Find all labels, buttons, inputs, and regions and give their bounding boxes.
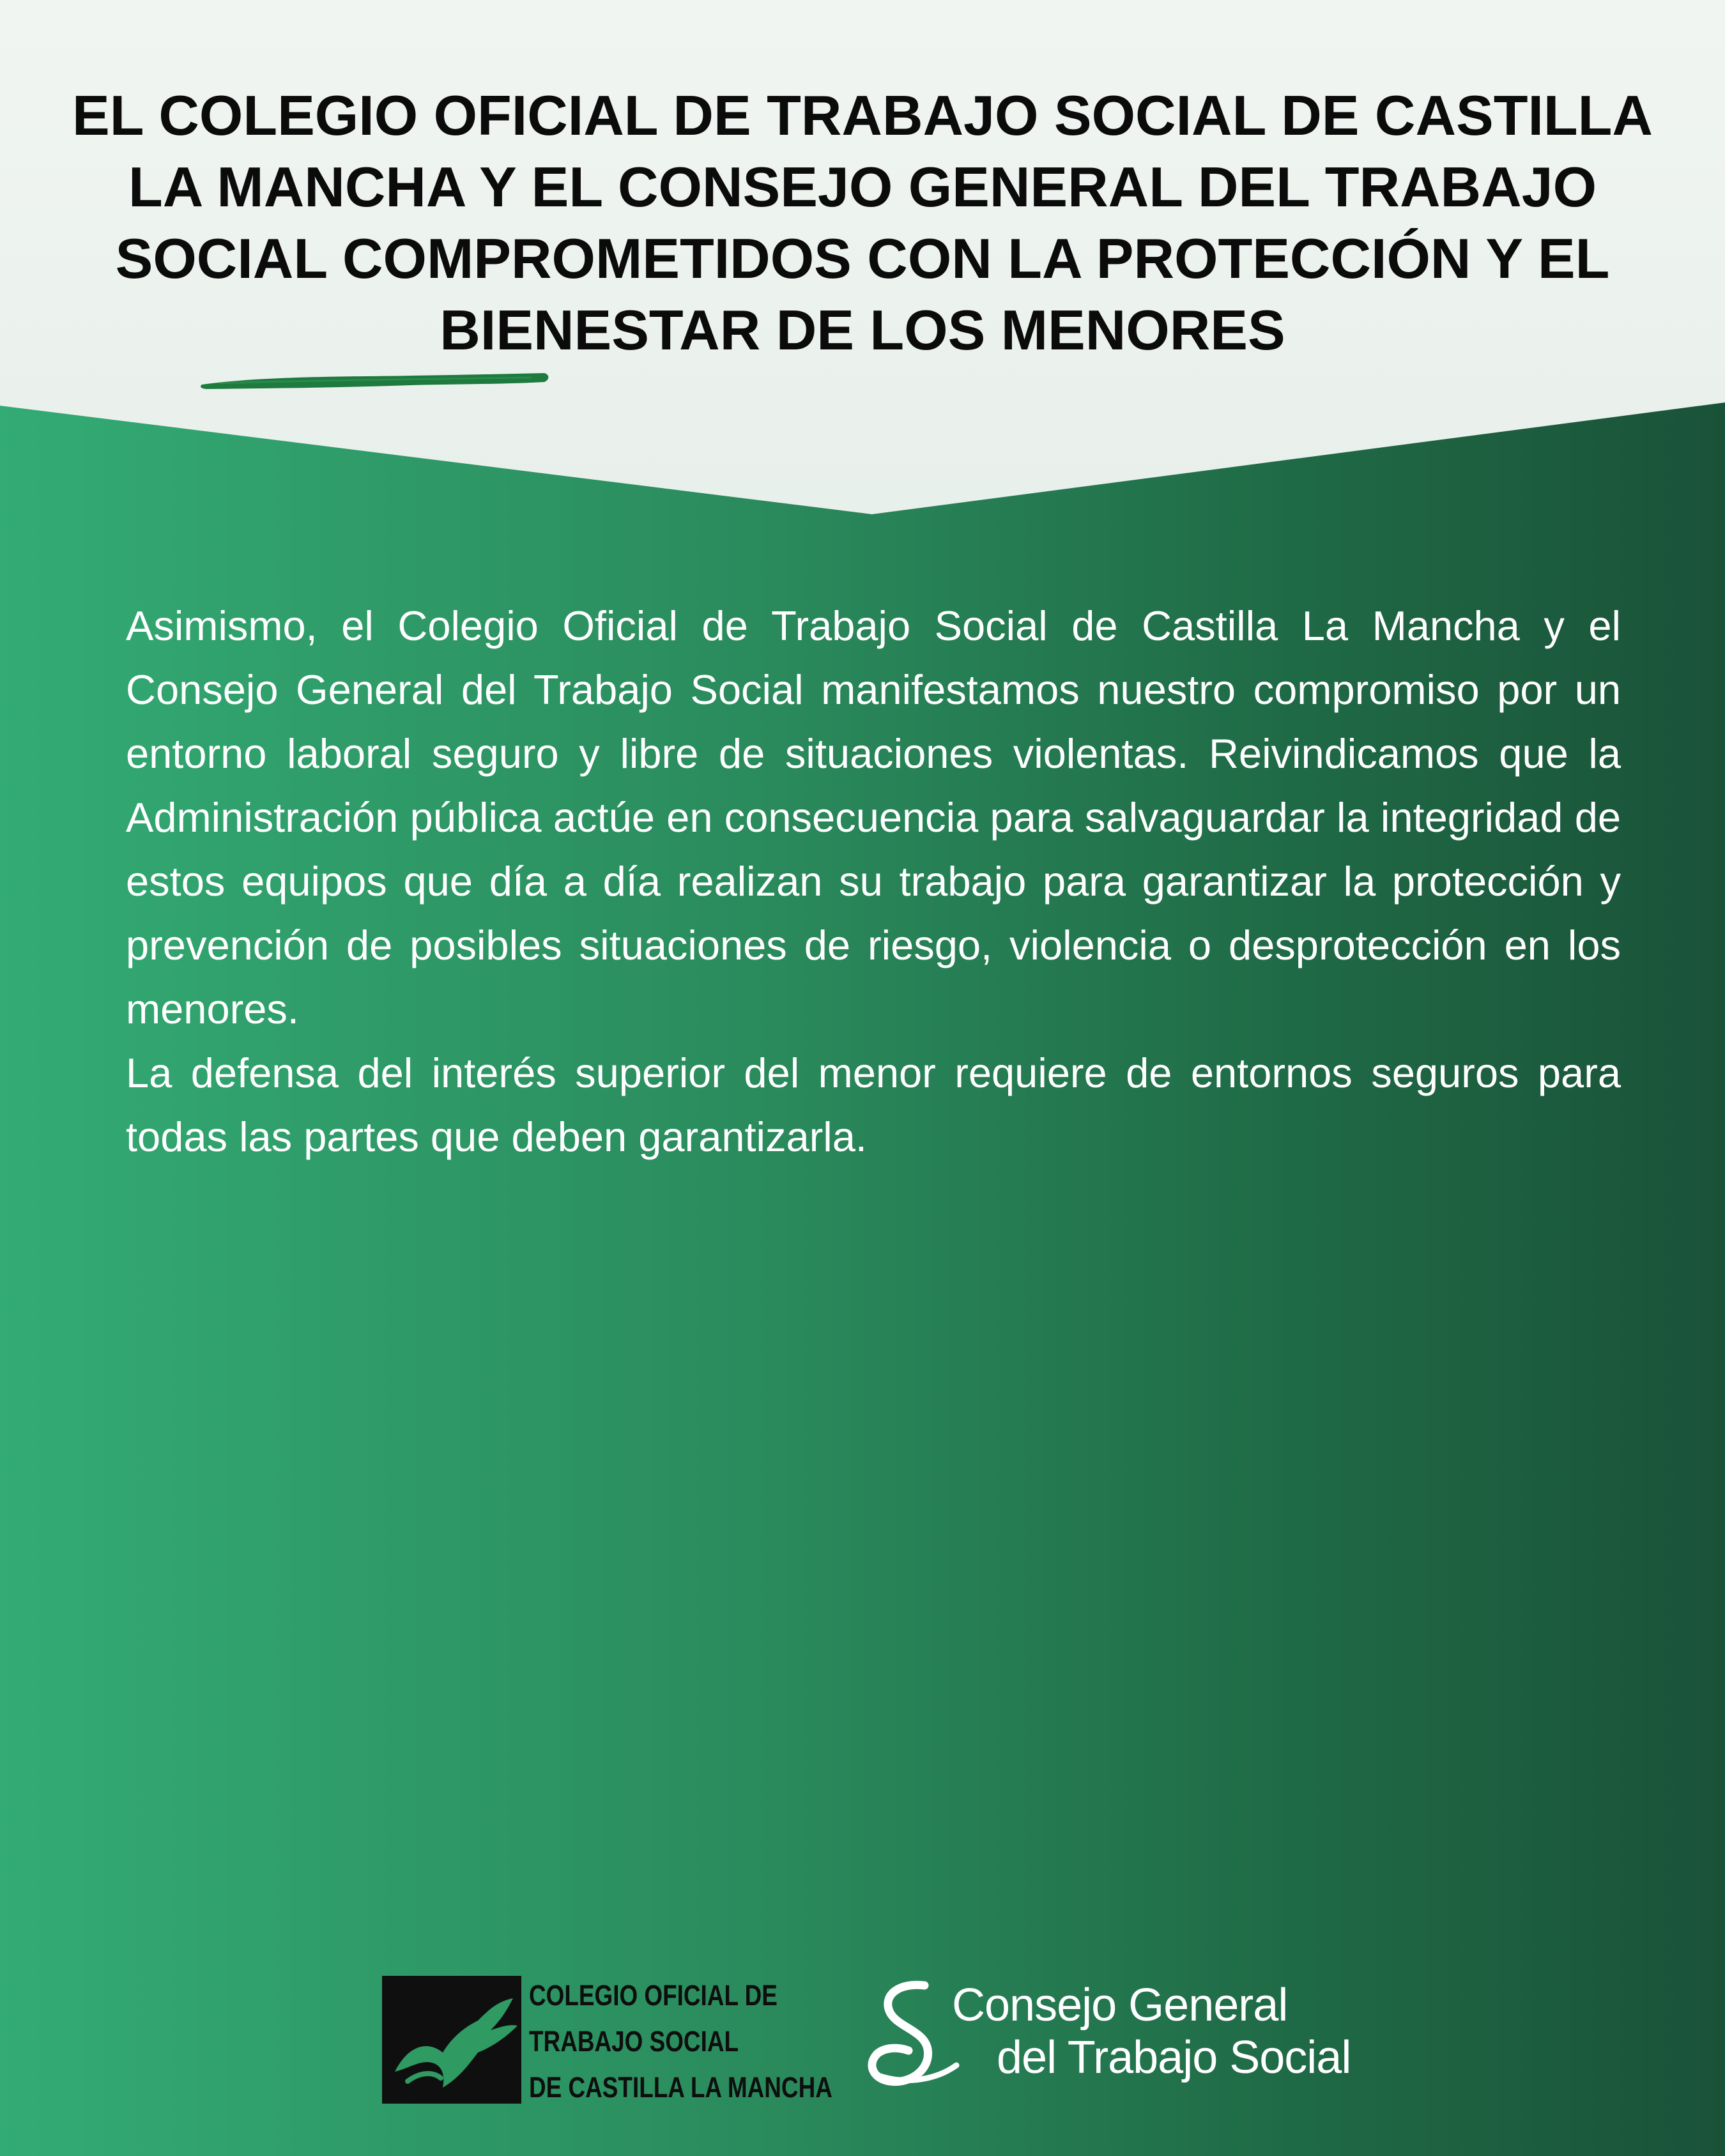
body-text — [126, 594, 1621, 1169]
colegio-line-3: DE CASTILLA LA MANCHA — [529, 2071, 832, 2104]
colegio-logo-mark — [382, 1976, 521, 2104]
consejo-line-1: Consejo General — [952, 1980, 1288, 2031]
colegio-line-2: TRABAJO SOCIAL — [529, 2025, 739, 2058]
consejo-logo-text — [952, 1979, 1463, 2084]
colegio-line-1: COLEGIO OFICIAL DE — [529, 1979, 778, 2012]
consejo-line-2: del Trabajo Social — [997, 2032, 1351, 2083]
page-title: EL COLEGIO OFICIAL DE TRABAJO SOCIAL DE CASTILLA LA MANCHA Y EL CONSEJO GENERAL DEL TRABAJO SOCIAL COMPROMETIDOS CON LA PROTECCIÓN Y EL BIENESTAR DE LOS MENORES — [72, 84, 1653, 362]
hands-icon — [382, 1976, 521, 2104]
brush-stroke-divider — [199, 371, 551, 392]
colegio-logo-text — [529, 1973, 832, 2111]
paragraph-1: Asimismo, el Colegio Oficial de Trabajo Social de Castilla La Mancha y el Consejo General del Trabajo Social manifestamos nuestro compromiso por un entorno laboral seguro y libre de situaciones violentas. Reivindicamos que la Administración pública actúe en consecuencia para salvaguardar la integridad de estos equipos que día a día realizan su trabajo para garantizar la protección y prevención de posibles situaciones de riesgo, violencia o desprotección en los menores. — [126, 602, 1621, 1032]
paragraph-2: La defensa del interés superior del menor requiere de entornos seguros para todas las partes que deben garantizarla. — [126, 1050, 1621, 1160]
consejo-logo-mark — [864, 1979, 960, 2094]
